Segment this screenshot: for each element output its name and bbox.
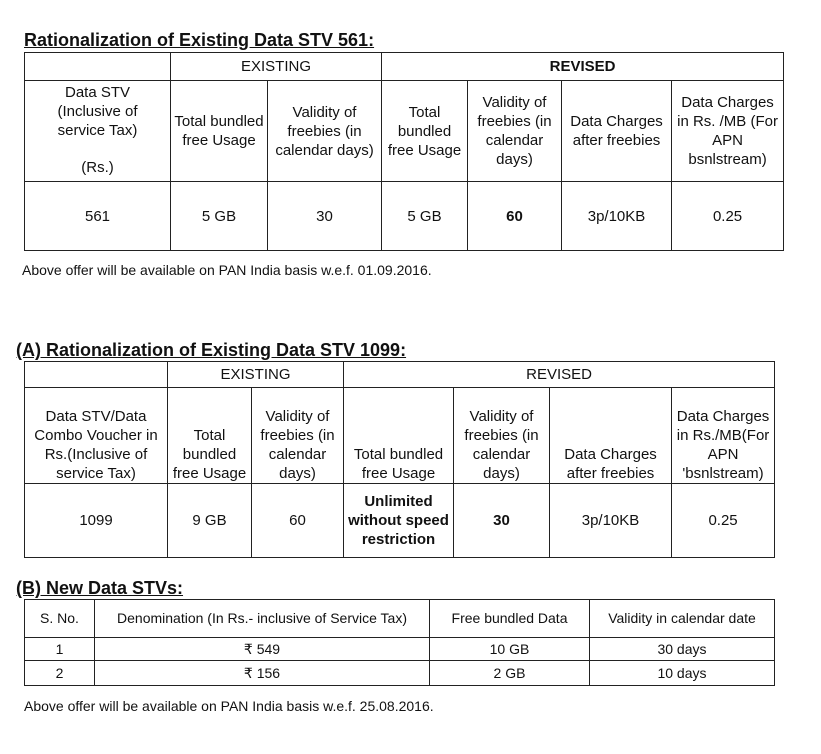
cell-sno: 1 xyxy=(25,638,95,661)
col-validity: Validity of freebies (in calendar days) xyxy=(268,81,382,182)
group-existing: EXISTING xyxy=(168,362,344,388)
col-free-data: Free bundled Data xyxy=(430,600,590,638)
col-validity-revised: Validity of freebies (in calendar days) xyxy=(468,81,562,182)
new-stv-table xyxy=(24,599,775,686)
cell-free-data: 2 GB xyxy=(430,661,590,686)
cell-stv: 1099 xyxy=(25,484,168,558)
cell-apn-charges: 0.25 xyxy=(672,484,775,558)
cell-revised-usage: 5 GB xyxy=(382,182,468,251)
stv1099-table xyxy=(24,361,775,558)
col-total-bundled: Total bundled free Usage xyxy=(168,388,252,484)
cell-validity: 30 days xyxy=(590,638,775,661)
cell-free-data: 10 GB xyxy=(430,638,590,661)
cell-denomination: ₹ 156 xyxy=(95,661,430,686)
cell-existing-validity: 60 xyxy=(252,484,344,558)
table-row xyxy=(25,661,775,686)
cell-revised-validity: 60 xyxy=(468,182,562,251)
col-data-stv-line3: service Tax) xyxy=(57,122,138,139)
group-revised: REVISED xyxy=(344,362,775,388)
col-total-bundled: Total bundled free Usage xyxy=(171,81,268,182)
col-data-charges-apn: Data Charges in Rs./MB(For APN 'bsnlstream) xyxy=(672,388,775,484)
cell-sno: 2 xyxy=(25,661,95,686)
col-data-stv xyxy=(25,81,171,182)
col-sno: S. No. xyxy=(25,600,95,638)
group-existing: EXISTING xyxy=(171,53,382,81)
stv561-table xyxy=(24,52,784,251)
col-data-stv-unit: (Rs.) xyxy=(81,159,114,176)
section2-heading: (A) Rationalization of Existing Data STV 1099: xyxy=(16,340,407,360)
cell-revised-validity: 30 xyxy=(454,484,550,558)
cell-revised-usage: Unlimited without speed restriction xyxy=(344,484,454,558)
cell-stv: 561 xyxy=(25,182,171,251)
col-total-bundled-revised: Total bundled free Usage xyxy=(382,81,468,182)
section3-heading: (B) New Data STVs: xyxy=(16,578,184,598)
group-revised: REVISED xyxy=(382,53,784,81)
blank-header-cell xyxy=(25,53,171,81)
col-data-charges-apn: Data Charges in Rs. /MB (For APN bsnlstream) xyxy=(672,81,784,182)
col-data-stv: Data STV/Data Combo Voucher in Rs.(Inclusive of service Tax) xyxy=(25,388,168,484)
col-validity: Validity in calendar date xyxy=(590,600,775,638)
blank-header-cell xyxy=(25,362,168,388)
cell-apn-charges: 0.25 xyxy=(672,182,784,251)
section3-note: Above offer will be available on PAN India basis w.e.f. 25.08.2016. xyxy=(24,698,434,714)
cell-denomination: ₹ 549 xyxy=(95,638,430,661)
table-row xyxy=(25,638,775,661)
col-data-stv-line1: Data STV xyxy=(64,84,131,101)
col-validity: Validity of freebies (in calendar days) xyxy=(252,388,344,484)
cell-validity: 10 days xyxy=(590,661,775,686)
section1-heading: Rationalization of Existing Data STV 561: xyxy=(24,30,375,50)
col-data-charges: Data Charges after freebies xyxy=(562,81,672,182)
cell-data-charges: 3p/10KB xyxy=(562,182,672,251)
cell-existing-usage: 5 GB xyxy=(171,182,268,251)
col-total-bundled-revised: Total bundled free Usage xyxy=(344,388,454,484)
col-data-charges: Data Charges after freebies xyxy=(550,388,672,484)
col-denomination: Denomination (In Rs.- inclusive of Service Tax) xyxy=(95,600,430,638)
col-data-stv-line2: (Inclusive of xyxy=(57,103,138,120)
col-validity-revised: Validity of freebies (in calendar days) xyxy=(454,388,550,484)
cell-data-charges: 3p/10KB xyxy=(550,484,672,558)
section1-note: Above offer will be available on PAN India basis w.e.f. 01.09.2016. xyxy=(22,262,432,278)
cell-existing-usage: 9 GB xyxy=(168,484,252,558)
cell-existing-validity: 30 xyxy=(268,182,382,251)
